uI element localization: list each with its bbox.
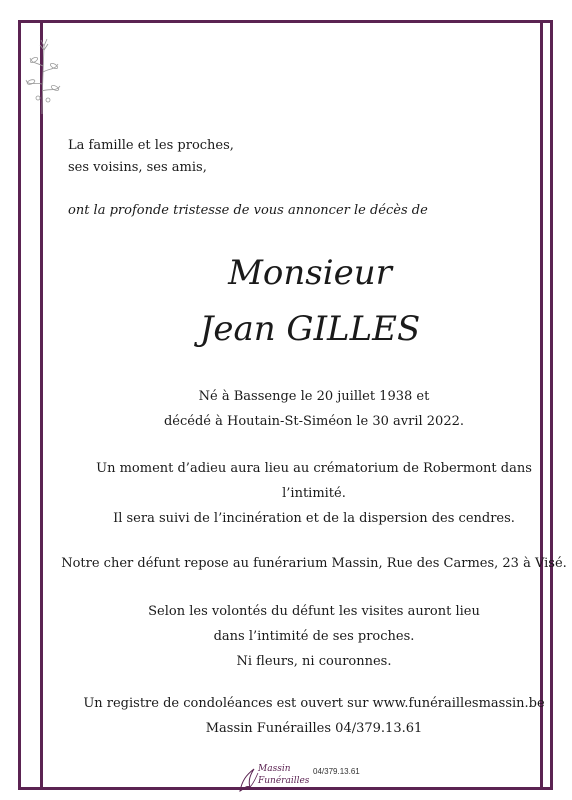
logo-line-1: Massin [258,764,291,774]
intro-line-2: ses voisins, ses amis, [68,160,207,175]
logo-text [258,763,309,787]
announcement: ont la profonde tristesse de vous annoncer le décès de [68,203,428,218]
ceremony-line-2: l’intimité. [282,486,346,501]
ceremony-info [44,456,572,531]
deceased-name: Jean GILLES [199,309,421,349]
birth-line: Né à Bassenge le 20 juillet 1938 et [198,389,430,404]
birth-death-info [44,384,572,434]
death-line: décédé à Houtain-St-Siméon le 30 avril 2022. [163,414,465,429]
footer-phone: 04/379.13.61 [313,767,360,776]
contact-line: Massin Funérailles 04/379.13.61 [205,721,423,736]
register-info [44,691,572,741]
resting-place: Notre cher défunt repose au funérarium Massin, Rue des Carmes, 23 à Visé. [61,556,567,571]
wishes-info [44,599,572,674]
wishes-line-3: Ni fleurs, ni couronnes. [236,654,392,669]
intro-line-1: La famille et les proches, [68,138,234,153]
wishes-line-1: Selon les volontés du défunt les visites auront lieu [148,604,480,619]
wheat-sprig-icon [22,36,64,114]
wishes-line-2: dans l’intimité de ses proches. [213,629,415,644]
intro-text [68,135,234,179]
massin-logo [236,763,310,797]
ceremony-line-1: Un moment d’adieu aura lieu au crématorium de Robermont dans [96,461,532,476]
register-line: Un registre de condoléances est ouvert sur www.funéraillesmassin.be [83,696,545,711]
deceased-title: Monsieur [228,253,392,293]
ceremony-line-3: Il sera suivi de l’incinération et de la dispersion des cendres. [113,511,515,526]
logo-line-2: Funérailles [258,776,310,786]
bird-icon [236,763,260,797]
